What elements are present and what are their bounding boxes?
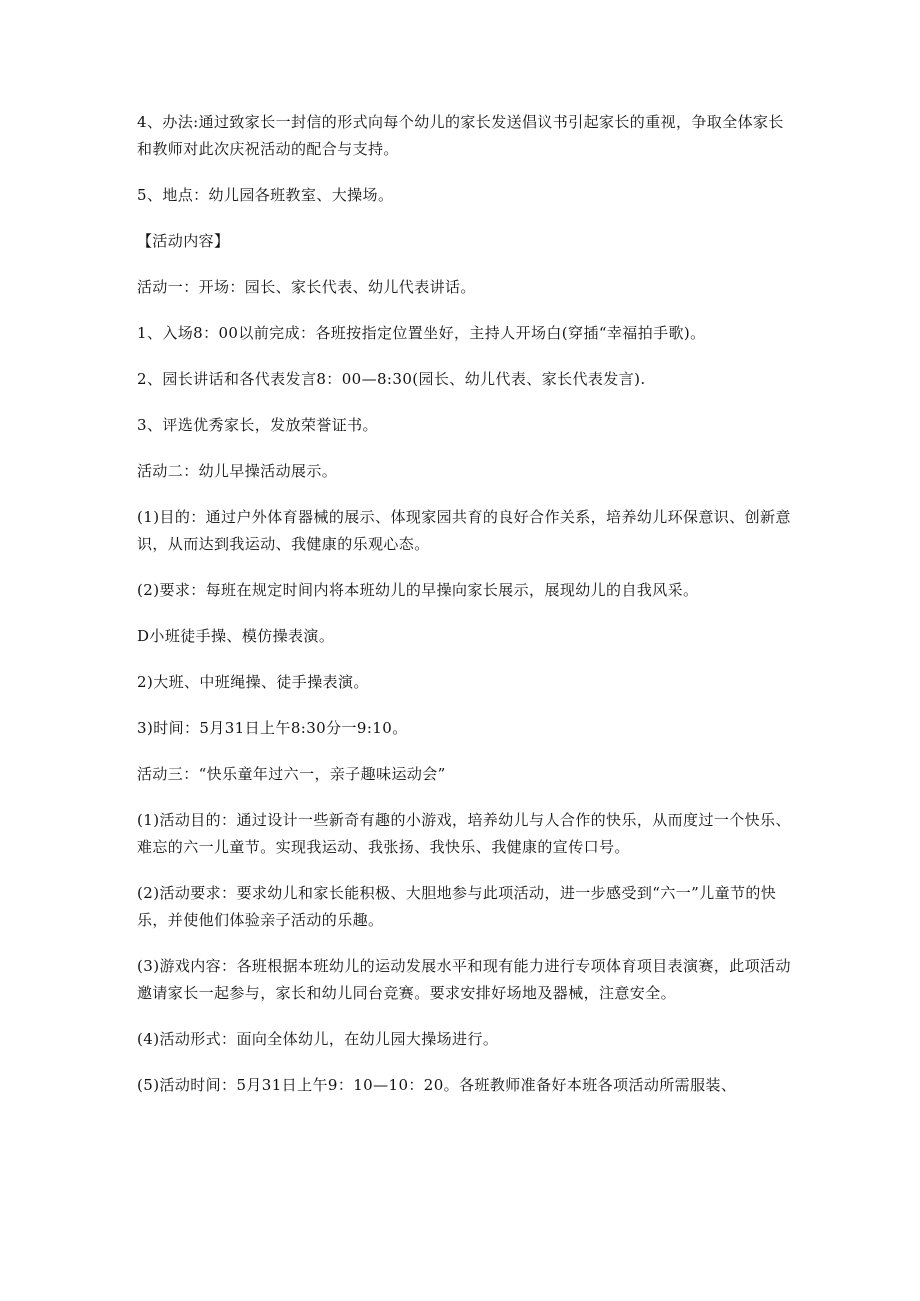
section-heading-activity-content: 【活动内容】 <box>137 232 230 250</box>
paragraph-small-class: D小班徒手操、模仿操表演。 <box>137 627 335 645</box>
paragraph-game-content: (3)游戏内容：各班根据本班幼儿的运动发展水平和现有能力进行专项体育项目表演赛，此项活动邀请家长一起参与，家长和幼儿同台竞赛。要求安排好场地及器械，注意安全。 <box>137 957 791 1002</box>
paragraph-location: 5、地点：幼儿园各班教室、大操场。 <box>137 186 394 204</box>
paragraph-activity-three: 活动三：“快乐童年过六一，亲子趣味运动会” <box>137 765 446 783</box>
paragraph-requirements: (2)要求：每班在规定时间内将本班幼儿的早操向家长展示，展现幼儿的自我风采。 <box>137 581 699 599</box>
paragraph-activity-requirements: (2)活动要求：要求幼儿和家长能积极、大胆地参与此项活动，进一步感受到“六一”儿童节的快乐，并使他们体验亲子活动的乐趣。 <box>137 884 777 929</box>
paragraph-purpose: (1)目的：通过户外体育器械的展示、体现家园共育的良好合作关系，培养幼儿环保意识、创新意识，从而达到我运动、我健康的乐观心态。 <box>137 508 791 553</box>
paragraph-activity-one: 活动一：开场：园长、家长代表、幼儿代表讲话。 <box>137 278 476 296</box>
paragraph-activity-time: (5)活动时间：5月31日上午9：10—10：20。各班教师准备好本班各项活动所需服装、 <box>137 1076 737 1094</box>
paragraph-time: 3)时间：5月31日上午8:30分一9:10。 <box>137 719 408 737</box>
paragraph-awards: 3、评选优秀家长，发放荣誉证书。 <box>137 416 378 434</box>
paragraph-entry: 1、入场8：00以前完成：各班按指定位置坐好，主持人开场白(穿插“幸福拍手歌)。 <box>137 324 706 342</box>
paragraph-method: 4、办法:通过致家长一封信的形式向每个幼儿的家长发送倡议书引起家长的重视，争取全体家长和教师对此次庆祝活动的配合与支持。 <box>137 113 784 158</box>
paragraph-speeches: 2、园长讲话和各代表发言8：00—8:30(园长、幼儿代表、家长代表发言). <box>137 370 646 388</box>
paragraph-activity-purpose: (1)活动目的：通过设计一些新奇有趣的小游戏，培养幼儿与人合作的快乐，从而度过一个快乐、难忘的六一儿童节。实现我运动、我张扬、我快乐、我健康的宣传口号。 <box>137 811 791 856</box>
paragraph-large-middle-class: 2)大班、中班绳操、徒手操表演。 <box>137 673 369 691</box>
paragraph-activity-two: 活动二：幼儿早操活动展示。 <box>137 462 338 480</box>
paragraph-activity-form: (4)活动形式：面向全体幼儿，在幼儿园大操场进行。 <box>137 1030 499 1048</box>
